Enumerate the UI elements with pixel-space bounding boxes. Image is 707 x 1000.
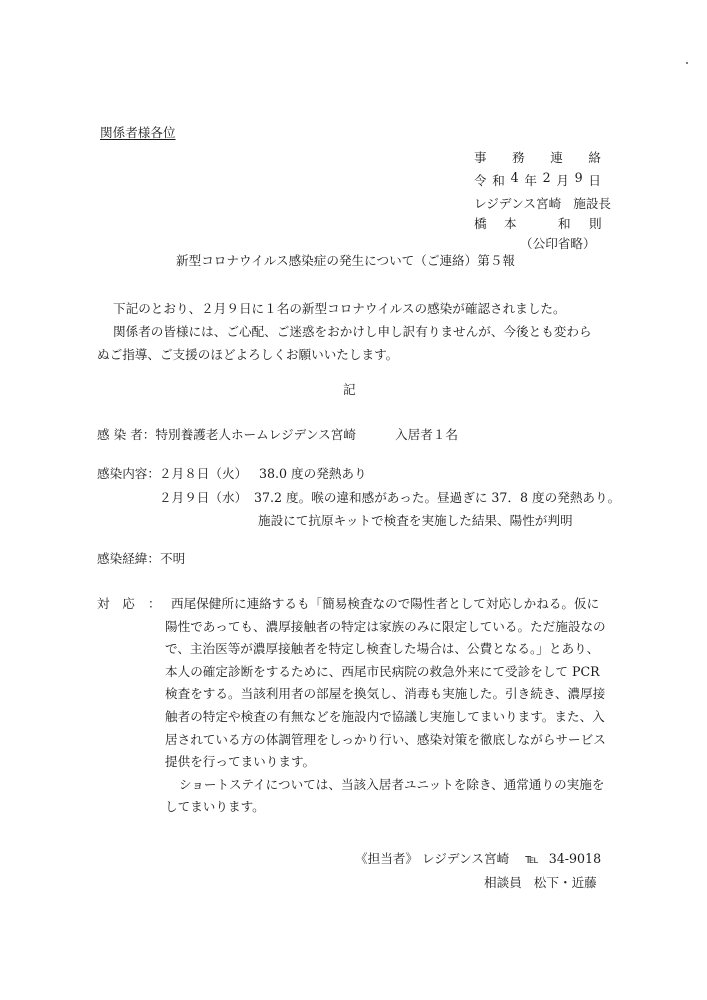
- sender-position: 施設長: [573, 196, 612, 211]
- contact-staff: [484, 872, 597, 891]
- name-char: 和: [558, 216, 571, 231]
- intro-line-2: 関係者の皆様には、ご心配、ご迷惑をおかけし申し訳有りませんが、今後とも変わら: [113, 324, 592, 339]
- date-char: 令: [474, 173, 487, 188]
- staff-names: 松下・近藤: [533, 875, 597, 890]
- sender-facility: [474, 193, 611, 212]
- tel-number: 34-9018: [548, 851, 602, 866]
- route-value: 不明: [159, 551, 186, 566]
- addressee: 関係者様各位: [100, 125, 176, 140]
- date-char: 年: [524, 173, 537, 188]
- infected-value: 特別養護老人ホームレジデンス宮崎: [155, 427, 356, 442]
- date-char: 和: [492, 173, 505, 188]
- detail-2-text-cont: 施設にて抗原キットで検査を実施した結果、陽性が判明: [258, 513, 573, 528]
- ki-heading: 記: [343, 382, 356, 397]
- scan-speck: [686, 62, 688, 64]
- date-char: 9: [574, 170, 583, 185]
- infected-count: 入居者１名: [395, 427, 458, 442]
- contact-label: 《担当者》: [355, 851, 418, 866]
- doc-type-char: 絡: [588, 150, 601, 165]
- detail-2-date: ２月９日（水）: [159, 490, 248, 505]
- seal-note: （公印省略）: [520, 236, 596, 251]
- doc-type-char: 事: [474, 150, 487, 165]
- route-label: 感染経緯：: [97, 551, 160, 566]
- facility-name: レジデンス宮崎: [474, 196, 562, 211]
- detail-1-text: 38.0 度の発熱あり: [259, 466, 367, 481]
- staff-role: 相談員: [484, 875, 522, 890]
- date-char: 2: [542, 170, 551, 185]
- date-char: 月: [556, 173, 569, 188]
- name-char: 則: [589, 216, 602, 231]
- doc-type: [474, 147, 601, 166]
- response-body: [165, 593, 611, 819]
- contact-person: [355, 848, 601, 867]
- date-char: 4: [510, 170, 519, 185]
- detail-2-text: 37.2 度。喉の違和感があった。昼過ぎに 37．8 度の発熱あり。: [254, 490, 621, 505]
- doc-type-char: 務: [512, 150, 525, 165]
- route-row: [97, 548, 185, 567]
- doc-type-char: 連: [550, 150, 563, 165]
- response-paragraph-1: 西尾保健所に連絡するも「簡易検査なので陽性者として対応しかねる。仮に陽性であっても、濃厚接触者の特定は家族のみに限定している。ただ施設なので、主治医等が濃厚接触者を特定し検査した場合は、公費となる。」とあり、本人の確定診断をするために、西尾市民病院の救急外来にて受診をして PCR 検査をする。当該利用者の部屋を換気し、消毒も実施した。引き続き、濃厚接触者の特定や検査の有無などを施設内で協議し実施してまいります。また、入居されている方の体調管理をしっかり行い、感染対策を徹底しながらサービス提供を行ってまいります。: [165, 596, 606, 770]
- detail-1-date: ２月８日（火）: [159, 466, 248, 481]
- document-title: 新型コロナウイルス感染症の発生について（ご連絡）第５報: [176, 253, 516, 268]
- name-char: 本: [504, 216, 517, 231]
- intro-line-1: 下記のとおり、２月９日に１名の新型コロナウイルスの感染が確認されました。: [113, 301, 566, 316]
- infected-label: 感 染 者：: [97, 427, 156, 442]
- date-char: 日: [588, 173, 601, 188]
- intro-line-3: ぬご指導、ご支援のほどよろしくお願いいたします。: [97, 347, 399, 362]
- response-paragraph-2: ショートステイについては、当該入居者ユニットを除き、通常通りの実施をしてまいります。: [165, 776, 605, 815]
- response-colon: ：: [148, 596, 161, 611]
- details-label: 感染内容：: [97, 466, 160, 481]
- contact-facility: レジデンス宮崎: [421, 851, 510, 866]
- response-label: 対 応: [97, 596, 135, 611]
- infected-row: [97, 424, 356, 443]
- tel-label: ℡: [525, 851, 539, 866]
- name-char: 橋: [474, 216, 487, 231]
- issue-date: [474, 170, 601, 189]
